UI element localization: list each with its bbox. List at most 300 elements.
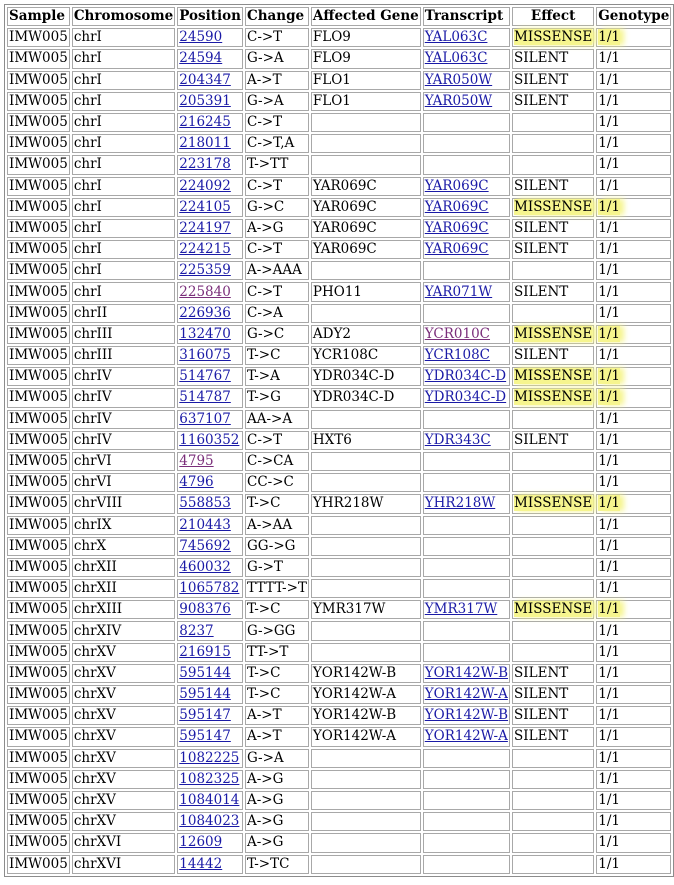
position-link[interactable]: 216915: [179, 643, 231, 660]
chromosome-cell: [72, 304, 175, 323]
transcript-cell: [423, 198, 510, 217]
chromosome-cell: [72, 177, 175, 196]
transcript-link[interactable]: YOR142W-B: [424, 664, 509, 681]
transcript-link[interactable]: YAR069C: [424, 219, 489, 236]
genotype-cell: [596, 282, 671, 301]
table-row: [7, 304, 671, 323]
change-text: T->C: [246, 601, 281, 618]
chromosome-text: chrXVI: [73, 834, 122, 851]
table-row: [7, 219, 671, 238]
table-row: [7, 346, 671, 365]
position-link[interactable]: 14442: [179, 855, 223, 872]
change-text: A->AA: [246, 516, 293, 533]
affected-gene-cell: [311, 261, 421, 280]
chromosome-cell: [72, 28, 175, 47]
position-link[interactable]: 132470: [179, 325, 231, 342]
affected-gene-cell: [311, 706, 421, 725]
genotype-cell: [596, 812, 671, 831]
genotype-cell: [596, 494, 671, 513]
affected-gene-cell: [311, 28, 421, 47]
chromosome-cell: [72, 643, 175, 662]
genotype-text: 1/1: [598, 686, 620, 703]
affected-gene-text: FLO9: [312, 29, 351, 46]
transcript-link[interactable]: YCR010C: [424, 325, 491, 342]
transcript-link[interactable]: YOR142W-A: [424, 686, 508, 703]
affected-gene-text: YHR218W: [312, 495, 384, 512]
genotype-cell: [596, 749, 671, 768]
transcript-link[interactable]: YDR343C: [424, 431, 491, 448]
position-cell: [177, 855, 243, 874]
chromosome-text: chrVI: [73, 453, 112, 470]
affected-gene-cell: [311, 600, 421, 619]
chromosome-text: chrXV: [73, 813, 116, 830]
genotype-cell: [596, 537, 671, 556]
table-header: [7, 7, 671, 26]
table-row: [7, 240, 671, 259]
transcript-link[interactable]: YDR034C-D: [424, 368, 507, 385]
change-text: C->T: [246, 241, 283, 258]
position-link[interactable]: 210443: [179, 516, 231, 533]
genotype-cell: [596, 516, 671, 535]
position-cell: [177, 346, 243, 365]
position-link[interactable]: 24590: [179, 29, 223, 46]
position-link[interactable]: 637107: [179, 410, 231, 427]
genotype-text: 1/1: [598, 749, 620, 766]
position-link[interactable]: 460032: [179, 558, 231, 575]
sample-text: IMW005: [9, 219, 68, 236]
header-transcript: Transcript: [423, 7, 510, 26]
genotype-cell: [596, 346, 671, 365]
genotype-text: 1/1: [598, 580, 620, 597]
change-cell: [245, 113, 309, 132]
transcript-cell: [423, 833, 510, 852]
effect-cell: [512, 558, 594, 577]
transcript-link[interactable]: YDR034C-D: [424, 389, 507, 406]
chromosome-cell: [72, 749, 175, 768]
chromosome-text: chrI: [73, 114, 102, 131]
transcript-link[interactable]: YAL063C: [424, 29, 488, 46]
genotype-cell: [596, 49, 671, 68]
position-cell: [177, 685, 243, 704]
effect-cell: [512, 855, 594, 874]
effect-cell: [512, 473, 594, 492]
genotype-text: 1/1: [598, 114, 620, 131]
position-cell: [177, 452, 243, 471]
position-link[interactable]: 224197: [179, 219, 231, 236]
transcript-cell: [423, 219, 510, 238]
table-row: [7, 685, 671, 704]
transcript-cell: [423, 473, 510, 492]
sample-text: IMW005: [9, 792, 68, 809]
sample-cell: [7, 219, 70, 238]
change-cell: [245, 600, 309, 619]
position-link[interactable]: 1084014: [179, 792, 240, 809]
change-text: T->G: [246, 389, 281, 406]
genotype-cell: [596, 643, 671, 662]
chromosome-text: chrI: [73, 156, 102, 173]
sample-text: IMW005: [9, 262, 68, 279]
chromosome-cell: [72, 155, 175, 174]
genotype-text: 1/1: [598, 813, 620, 830]
transcript-cell: [423, 431, 510, 450]
genotype-text: 1/1: [598, 304, 620, 321]
sample-text: IMW005: [9, 601, 68, 618]
table-row: [7, 198, 671, 217]
genotype-cell: [596, 706, 671, 725]
change-cell: [245, 155, 309, 174]
sample-text: IMW005: [9, 664, 68, 681]
chromosome-text: chrXV: [73, 686, 116, 703]
affected-gene-cell: [311, 664, 421, 683]
position-link[interactable]: 1160352: [179, 431, 240, 448]
chromosome-cell: [72, 685, 175, 704]
genotype-text: 1/1: [598, 92, 620, 109]
genotype-text: 1/1: [598, 664, 620, 681]
chromosome-cell: [72, 727, 175, 746]
table-row: [7, 155, 671, 174]
position-link[interactable]: 24594: [179, 50, 223, 67]
genotype-cell: [596, 388, 671, 407]
genotype-cell: [596, 855, 671, 874]
table-row: [7, 452, 671, 471]
position-link[interactable]: 8237: [179, 622, 214, 639]
sample-cell: [7, 261, 70, 280]
genotype-cell: [596, 770, 671, 789]
genotype-text: 1/1: [598, 71, 620, 88]
change-cell: [245, 282, 309, 301]
position-link[interactable]: 514767: [179, 368, 231, 385]
sample-cell: [7, 134, 70, 153]
affected-gene-cell: [311, 770, 421, 789]
transcript-link[interactable]: YAR069C: [424, 241, 489, 258]
transcript-link[interactable]: YAR069C: [424, 177, 489, 194]
transcript-cell: [423, 791, 510, 810]
affected-gene-cell: [311, 812, 421, 831]
affected-gene-text: YDR034C-D: [312, 389, 395, 406]
sample-text: IMW005: [9, 580, 68, 597]
change-cell: [245, 346, 309, 365]
sample-text: IMW005: [9, 347, 68, 364]
genotype-cell: [596, 579, 671, 598]
transcript-cell: [423, 240, 510, 259]
change-cell: [245, 92, 309, 111]
chromosome-text: chrI: [73, 135, 102, 152]
change-text: AA->A: [246, 410, 293, 427]
genotype-cell: [596, 71, 671, 90]
transcript-link[interactable]: YAR050W: [424, 92, 493, 109]
genotype-cell: [596, 431, 671, 450]
chromosome-text: chrXV: [73, 749, 116, 766]
position-link[interactable]: 225359: [179, 262, 231, 279]
transcript-cell: [423, 621, 510, 640]
genotype-cell: [596, 240, 671, 259]
sample-text: IMW005: [9, 29, 68, 46]
sample-cell: [7, 155, 70, 174]
effect-cell: [512, 388, 594, 407]
position-link[interactable]: 218011: [179, 135, 231, 152]
position-link[interactable]: 204347: [179, 71, 231, 88]
table-row: [7, 537, 671, 556]
change-cell: [245, 452, 309, 471]
chromosome-cell: [72, 812, 175, 831]
position-cell: [177, 643, 243, 662]
sample-text: IMW005: [9, 770, 68, 787]
sample-text: IMW005: [9, 198, 68, 215]
change-cell: [245, 643, 309, 662]
chromosome-cell: [72, 219, 175, 238]
change-text: T->A: [246, 368, 280, 385]
effect-cell: [512, 219, 594, 238]
change-cell: [245, 473, 309, 492]
effect-cell: [512, 685, 594, 704]
table-row: [7, 92, 671, 111]
change-text: C->T: [246, 29, 283, 46]
change-text: T->C: [246, 495, 281, 512]
change-text: CC->C: [246, 474, 294, 491]
position-link[interactable]: 1065782: [179, 580, 240, 597]
transcript-cell: [423, 600, 510, 619]
change-text: A->G: [246, 813, 284, 830]
table-row: [7, 134, 671, 153]
chromosome-cell: [72, 92, 175, 111]
chromosome-cell: [72, 325, 175, 344]
change-text: C->T: [246, 114, 283, 131]
effect-cell: [512, 177, 594, 196]
transcript-link[interactable]: YAR050W: [424, 71, 493, 88]
affected-gene-cell: [311, 304, 421, 323]
position-link[interactable]: 224215: [179, 241, 231, 258]
table-row: [7, 49, 671, 68]
change-cell: [245, 28, 309, 47]
position-link[interactable]: 12609: [179, 834, 223, 851]
sample-cell: [7, 452, 70, 471]
affected-gene-cell: [311, 727, 421, 746]
genotype-cell: [596, 473, 671, 492]
effect-cell: [512, 304, 594, 323]
genotype-text: 1/1: [598, 410, 620, 427]
position-link[interactable]: 514787: [179, 389, 231, 406]
affected-gene-cell: [311, 473, 421, 492]
transcript-link[interactable]: YAL063C: [424, 50, 488, 67]
table-row: [7, 473, 671, 492]
position-link[interactable]: 223178: [179, 156, 231, 173]
affected-gene-cell: [311, 516, 421, 535]
sample-cell: [7, 791, 70, 810]
effect-text: SILENT: [514, 431, 569, 448]
chromosome-cell: [72, 579, 175, 598]
table-row: [7, 388, 671, 407]
chromosome-cell: [72, 240, 175, 259]
affected-gene-text: YCR108C: [312, 347, 379, 364]
sample-cell: [7, 282, 70, 301]
effect-text: SILENT: [514, 71, 569, 88]
change-cell: [245, 833, 309, 852]
affected-gene-text: ADY2: [312, 325, 351, 342]
chromosome-text: chrXV: [73, 664, 116, 681]
sample-text: IMW005: [9, 114, 68, 131]
table-row: [7, 600, 671, 619]
effect-text: SILENT: [514, 241, 569, 258]
chromosome-text: chrI: [73, 29, 102, 46]
transcript-cell: [423, 494, 510, 513]
effect-cell: [512, 791, 594, 810]
affected-gene-cell: [311, 155, 421, 174]
position-cell: [177, 579, 243, 598]
sample-cell: [7, 346, 70, 365]
transcript-link[interactable]: YHR218W: [424, 495, 496, 512]
genotype-text: 1/1: [598, 368, 620, 385]
affected-gene-cell: [311, 791, 421, 810]
chromosome-text: chrXV: [73, 643, 116, 660]
table-row: [7, 706, 671, 725]
table-row: [7, 177, 671, 196]
position-link[interactable]: 226936: [179, 304, 231, 321]
position-link[interactable]: 1082225: [179, 749, 240, 766]
sample-text: IMW005: [9, 71, 68, 88]
genotype-cell: [596, 325, 671, 344]
change-text: G->T: [246, 558, 283, 575]
effect-cell: [512, 812, 594, 831]
genotype-cell: [596, 177, 671, 196]
transcript-link[interactable]: YOR142W-A: [424, 728, 508, 745]
affected-gene-text: PHO11: [312, 283, 362, 300]
position-link[interactable]: 595147: [179, 707, 231, 724]
position-link[interactable]: 216245: [179, 114, 231, 131]
chromosome-cell: [72, 113, 175, 132]
table-row: [7, 791, 671, 810]
sample-cell: [7, 177, 70, 196]
effect-cell: [512, 621, 594, 640]
position-link[interactable]: 4796: [179, 474, 214, 491]
header-change: Change: [245, 7, 309, 26]
sample-cell: [7, 92, 70, 111]
transcript-link[interactable]: YAR071W: [424, 283, 493, 300]
chromosome-text: chrI: [73, 50, 102, 67]
sample-text: IMW005: [9, 368, 68, 385]
genotype-text: 1/1: [598, 135, 620, 152]
position-link[interactable]: 908376: [179, 601, 231, 618]
position-link[interactable]: 595144: [179, 686, 231, 703]
position-cell: [177, 410, 243, 429]
affected-gene-text: YAR069C: [312, 219, 377, 236]
genotype-cell: [596, 219, 671, 238]
chromosome-text: chrXII: [73, 558, 117, 575]
transcript-link[interactable]: YMR317W: [424, 601, 498, 618]
table-row: [7, 579, 671, 598]
sample-cell: [7, 388, 70, 407]
sample-cell: [7, 71, 70, 90]
transcript-cell: [423, 812, 510, 831]
position-link[interactable]: 745692: [179, 537, 231, 554]
position-link[interactable]: 316075: [179, 347, 231, 364]
effect-text: SILENT: [514, 728, 569, 745]
genotype-text: 1/1: [598, 770, 620, 787]
effect-cell: [512, 282, 594, 301]
position-link[interactable]: 224105: [179, 198, 231, 215]
affected-gene-cell: [311, 198, 421, 217]
genotype-text: 1/1: [598, 325, 620, 342]
position-link[interactable]: 225840: [179, 283, 231, 300]
change-text: G->GG: [246, 622, 296, 639]
genotype-cell: [596, 304, 671, 323]
position-cell: [177, 198, 243, 217]
transcript-cell: [423, 664, 510, 683]
change-cell: [245, 431, 309, 450]
table-row: [7, 431, 671, 450]
table-row: [7, 325, 671, 344]
sample-cell: [7, 367, 70, 386]
chromosome-cell: [72, 346, 175, 365]
table-row: [7, 261, 671, 280]
genotype-text: 1/1: [598, 855, 620, 872]
table-body: [7, 28, 671, 874]
change-cell: [245, 558, 309, 577]
position-link[interactable]: 595147: [179, 728, 231, 745]
chromosome-cell: [72, 558, 175, 577]
sample-cell: [7, 833, 70, 852]
change-text: A->T: [246, 71, 282, 88]
transcript-cell: [423, 410, 510, 429]
table-row: [7, 664, 671, 683]
position-link[interactable]: 4795: [179, 453, 214, 470]
genotype-text: 1/1: [598, 156, 620, 173]
transcript-cell: [423, 367, 510, 386]
position-link[interactable]: 1084023: [179, 813, 240, 830]
genotype-text: 1/1: [598, 431, 620, 448]
sample-cell: [7, 749, 70, 768]
affected-gene-text: YOR142W-B: [312, 707, 397, 724]
genotype-text: 1/1: [598, 219, 620, 236]
effect-text: MISSENSE: [514, 495, 593, 512]
sample-cell: [7, 304, 70, 323]
effect-cell: [512, 494, 594, 513]
position-link[interactable]: 558853: [179, 495, 231, 512]
effect-cell: [512, 325, 594, 344]
transcript-link[interactable]: YAR069C: [424, 198, 489, 215]
effect-cell: [512, 600, 594, 619]
sample-cell: [7, 473, 70, 492]
position-cell: [177, 664, 243, 683]
affected-gene-cell: [311, 240, 421, 259]
position-cell: [177, 71, 243, 90]
transcript-cell: [423, 452, 510, 471]
position-link[interactable]: 595144: [179, 664, 231, 681]
sample-cell: [7, 516, 70, 535]
chromosome-cell: [72, 516, 175, 535]
transcript-cell: [423, 706, 510, 725]
affected-gene-cell: [311, 855, 421, 874]
sample-text: IMW005: [9, 283, 68, 300]
position-link[interactable]: 205391: [179, 92, 231, 109]
sample-text: IMW005: [9, 135, 68, 152]
affected-gene-cell: [311, 494, 421, 513]
effect-text: SILENT: [514, 50, 569, 67]
change-cell: [245, 579, 309, 598]
effect-cell: [512, 706, 594, 725]
effect-cell: [512, 770, 594, 789]
affected-gene-text: YAR069C: [312, 177, 377, 194]
transcript-link[interactable]: YOR142W-B: [424, 707, 509, 724]
affected-gene-cell: [311, 833, 421, 852]
position-link[interactable]: 1082325: [179, 770, 240, 787]
position-link[interactable]: 224092: [179, 177, 231, 194]
change-cell: [245, 388, 309, 407]
change-cell: [245, 410, 309, 429]
transcript-link[interactable]: YCR108C: [424, 347, 491, 364]
change-text: TTTT->T: [246, 580, 307, 597]
change-cell: [245, 494, 309, 513]
genotype-text: 1/1: [598, 834, 620, 851]
